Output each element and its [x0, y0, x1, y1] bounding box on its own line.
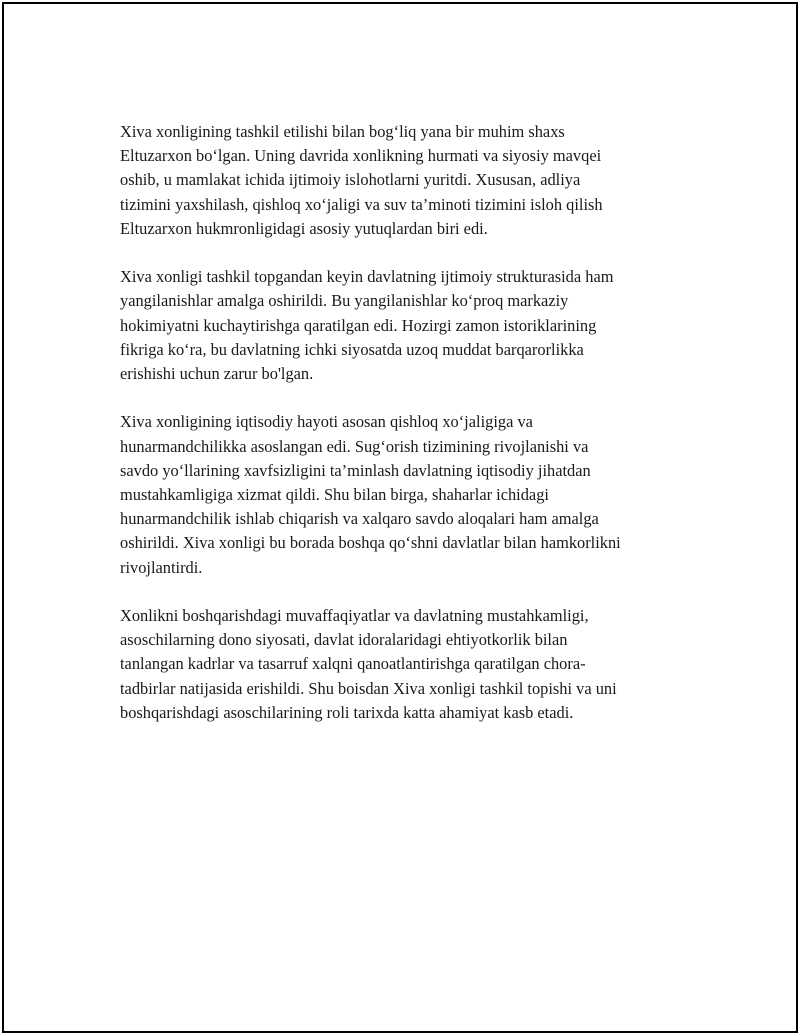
document-body	[120, 120, 650, 749]
paragraph-1: Xiva xonligining tashkil etilishi bilan bog‘liq yana bir muhim shaxs Eltuzarxon bo‘lgan. Uning davrida xonlikning hurmati va siyosiy mavqei oshib, u mamlakat ichida ijtimoiy islohotlarni yuritdi. Xususan, adliya tizimini yaxshilash, qishloq xo‘jaligi va suv ta’minoti tizimini isloh qilish Eltuzarxon hukmronligidagi asosiy yutuqlardan biri edi.	[120, 122, 603, 238]
paragraph-3: Xiva xonligining iqtisodiy hayoti asosan qishloq xo‘jaligiga va hunarmandchilikka asoslangan edi. Sug‘orish tizimining rivojlanishi va savdo yo‘llarining xavfsizligini ta’minlash davlatning iqtisodiy jihatdan mustahkamligiga xizmat qildi. Shu bilan birga, shaharlar ichidagi hunarmandchilik ishlab chiqarish va xalqaro savdo aloqalari ham amalga oshirildi. Xiva xonligi bu borada boshqa qo‘shni davlatlar bilan hamkorlikni rivojlantirdi.	[120, 412, 621, 577]
paragraph-2: Xiva xonligi tashkil topgandan keyin davlatning ijtimoiy strukturasida ham yangilanishlar amalga oshirildi. Bu yangilanishlar ko‘proq markaziy hokimiyatni kuchaytirishga qaratilgan edi. Hozirgi zamon istoriklarining fikriga ko‘ra, bu davlatning ichki siyosatda uzoq muddat barqarorlikka erishishi uchun zarur bo'lgan.	[120, 267, 614, 384]
paragraph-4: Xonlikni boshqarishdagi muvaffaqiyatlar va davlatning mustahkamligi, asoschilarning dono siyosati, davlat idoralaridagi ehtiyotkorlik bilan tanlangan kadrlar va tasarruf xalqni qanoatlantirishga qaratilgan chora- tadbirlar natijasida erishildi. Shu boisdan Xiva xonligi tashkil topishi va uni boshqarishdagi asoschilarining roli tarixda katta ahamiyat kasb etadi.	[120, 606, 617, 722]
document-page	[2, 2, 798, 1033]
